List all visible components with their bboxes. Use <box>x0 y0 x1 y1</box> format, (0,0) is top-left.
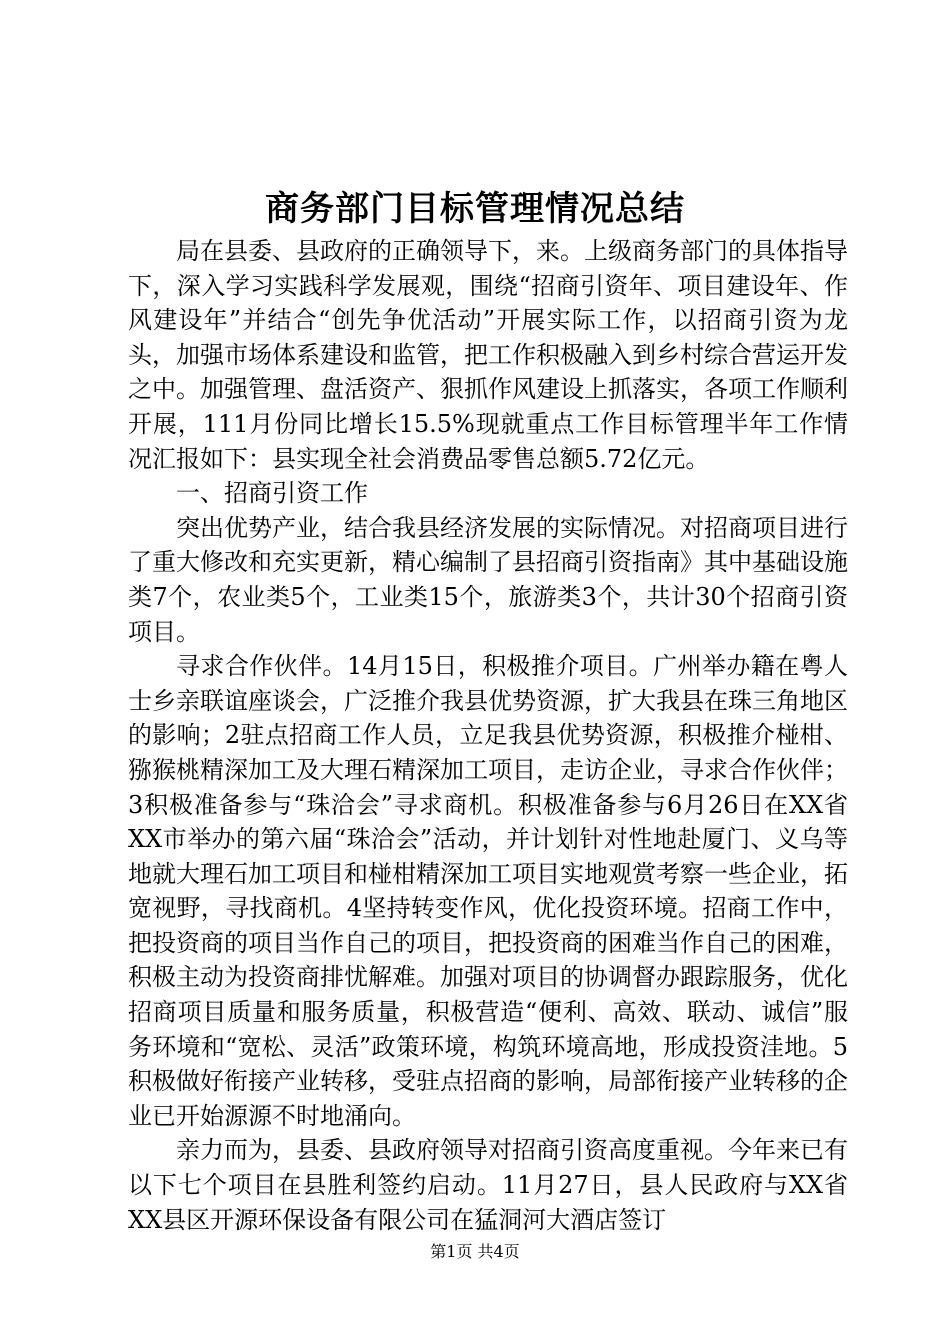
document-body <box>128 234 848 1237</box>
paragraph-industries: 突出优势产业，结合我县经济发展的实际情况。对招商项目进行了重大修改和充实更新，精心编制了县招商引资指南》其中基础设施类7个，农业类5个，工业类15个，旅游类3个，共计30个招商引资项目。 <box>128 513 848 646</box>
paragraph-intro: 局在县委、县政府的正确领导下，来。上级商务部门的具体指导下，深入学习实践科学发展观，围绕“招商引资年、项目建设年、作风建设年”并结合“创先争优活动”开展实际工作，以招商引资为龙头，加强市场体系建设和监管，把工作积极融入到乡村综合营运开发之中。加强管理、盘活资产、狠抓作风建设上抓落实，各项工作顺利开展，111月份同比增长15.5%现就重点工作目标管理半年工作情况汇报如下：县实现全社会消费品零售总额5.72亿元。 <box>128 237 848 473</box>
page-footer: 第1页 共4页 <box>430 1242 520 1261</box>
paragraph-leadership: 亲力而为，县委、县政府领导对招商引资高度重视。今年来已有以下七个项目在县胜利签约启动。11月27日，县人民政府与XX省XX县区开源环保设备有限公司在猛洞河大酒店签订 <box>128 1136 848 1234</box>
section-heading-investment: 一、招商引资工作 <box>176 479 368 508</box>
paragraph-partners: 寻求合作伙伴。14月15日，积极推介项目。广州举办籍在粤人士乡亲联谊座谈会，广泛推介我县优势资源，扩大我县在珠三角地区的影响；2驻点招商工作人员，立足我县优势资源，积极推介椪柑、猕猴桃精深加工及大理石精深加工项目，走访企业，寻求合作伙伴；3积极准备参与“珠洽会”寻求商机。积极准备参与6月26日在XX省XX市举办的第六届“珠洽会”活动，并计划针对性地赴厦门、义乌等地就大理石加工项目和椪柑精深加工项目实地观赏考察一些企业，拓宽视野，寻找商机。4坚持转变作风，优化投资环境。招商工作中，把投资商的项目当作自己的项目，把投资商的困难当作自己的困难，积极主动为投资商排忧解难。加强对项目的协调督办跟踪服务，优化招商项目质量和服务质量，积极营造“便利、高效、联动、诚信”服务环境和“宽松、灵活”政策环境，构筑环境高地，形成投资洼地。5积极做好衔接产业转移，受驻点招商的影响，局部衔接产业转移的企业已开始源源不时地涌向。 <box>128 652 848 1130</box>
document-title: 商务部门目标管理情况总结 <box>265 189 685 229</box>
